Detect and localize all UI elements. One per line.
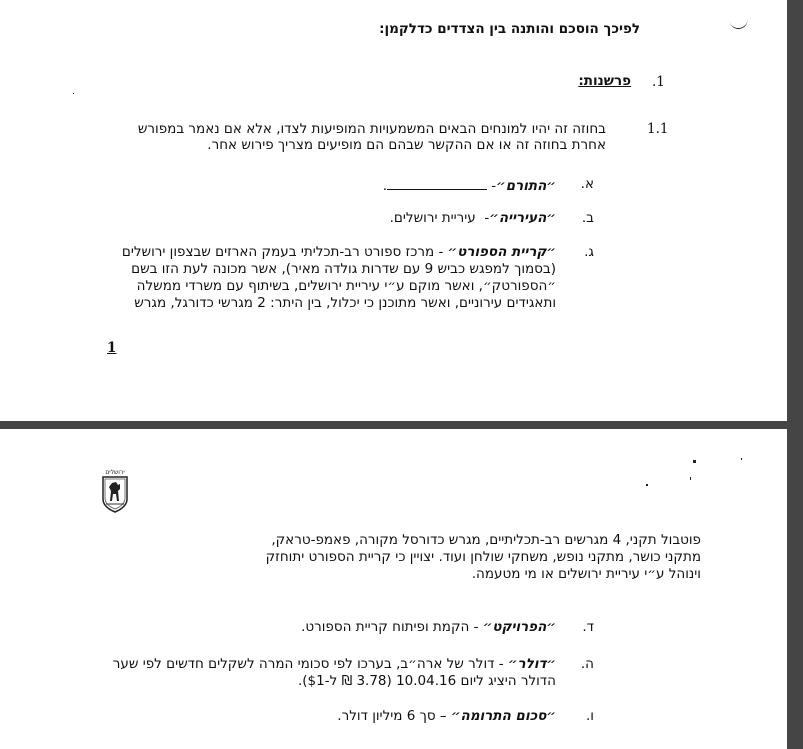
- definition-a: [383, 177, 556, 194]
- definition-a-end: .: [382, 178, 387, 194]
- definition-d-letter: ד.: [582, 619, 594, 635]
- definition-e-term: ״דולר״: [507, 656, 556, 672]
- definition-c-continuation-line2: מתקני כושר, מתקני נופש, משחקי שולחן ועוד. יצויין כי קריית הספורט יתוחזק: [265, 549, 701, 565]
- definition-f-term: ״סכום התרומה״: [450, 708, 556, 724]
- definition-a-dash: -: [491, 178, 497, 194]
- scan-speck: [693, 460, 696, 463]
- clause-1-1-line1: בחוזה זה יהיו למונחים הבאים המשמעויות המופיעות לצדו, אלא אם נאמר במפורש: [137, 121, 606, 137]
- document-page-2: [0, 429, 787, 749]
- definition-c-continuation-line3: וינוהל ע״י עיריית ירושלים או מי מטעמה.: [471, 566, 701, 582]
- page-separator: [0, 421, 803, 429]
- jerusalem-crest-icon: [101, 467, 129, 513]
- definition-c-text: - מרכז ספורט רב-תכליתי בעמק הארזים שבצפון ירושלים: [121, 244, 448, 260]
- definition-c-line3: ״הספורטק״, ואשר מוקם ע״י עיריית ירושלים, בשיתוף עם משרדי ממשלה: [136, 278, 556, 294]
- page-corner-mark: [729, 17, 748, 30]
- definition-f: [337, 709, 556, 724]
- agreement-heading: לפיכך הוסכם והותנה בין הצדדים כדלקמן:: [379, 21, 640, 37]
- scan-speck: [646, 484, 648, 486]
- definition-d-text: - הקמת ופיתוח קריית הספורט.: [301, 619, 483, 635]
- definition-b-dash: -: [484, 210, 490, 226]
- definition-b: [390, 211, 556, 226]
- definition-b-letter: ב.: [581, 210, 594, 226]
- definition-e-line2: הדולר היציג ליום 10.04.16 (3.78 ₪ ל-$1).: [297, 673, 556, 689]
- page-number: 1: [107, 340, 117, 356]
- definition-f-letter: ו.: [586, 708, 594, 724]
- section-number: .1: [652, 74, 665, 90]
- definition-e-text: - דולר של ארה״ב, בערכו לפי סכומי המרה לשקלים חדשים לפי שער: [112, 656, 508, 672]
- scan-speck: [690, 477, 691, 480]
- definition-e-letter: ה.: [580, 656, 594, 672]
- svg-text:ירושלים: ירושלים: [105, 469, 125, 476]
- definition-b-text: עיריית ירושלים.: [389, 210, 476, 226]
- donor-name-blank: [387, 177, 487, 190]
- definition-b-term: ״העירייה״: [489, 210, 556, 226]
- definition-a-term: ״התורם״: [496, 178, 556, 194]
- definition-d-term: ״הפרויקט״: [482, 619, 556, 635]
- clause-1-1-line2: אחרת בחוזה זה או אם ההקשר שבהם הם מופיעים מצריך פירוש אחר.: [207, 137, 606, 153]
- definition-d: [301, 620, 556, 635]
- section-title: פרשנות:: [578, 73, 631, 89]
- scan-speck: [73, 93, 74, 94]
- definition-c-line1: [122, 245, 556, 260]
- definition-c-term: ״קריית הספורט״: [447, 244, 556, 260]
- vertical-scrollbar[interactable]: [787, 0, 803, 749]
- definition-c-continuation-line1: פוטבול תקני, 4 מגרשים רב-תכליתיים, מגרש כדורסל מקורה, פאמפ-טראק,: [271, 532, 701, 548]
- definition-e-line1: [113, 657, 556, 672]
- definition-c-line2: (בסמוך למפגש כביש 9 עם שדרות גולדה מאיר), אשר מכונה לעת הזו בשם: [131, 261, 556, 277]
- clause-1-1-number: 1.1: [647, 121, 669, 137]
- definition-c-letter: ג.: [584, 244, 594, 260]
- definition-c-line4: ותאגידים עירוניים, ואשר מתוכנן כי יכלול, בין היתר: 2 מגרשי כדורגל, מגרש: [134, 295, 556, 311]
- definition-f-text: – סך 6 מיליון דולר.: [337, 708, 451, 724]
- scan-speck: [741, 458, 742, 460]
- definition-a-letter: א.: [580, 176, 594, 192]
